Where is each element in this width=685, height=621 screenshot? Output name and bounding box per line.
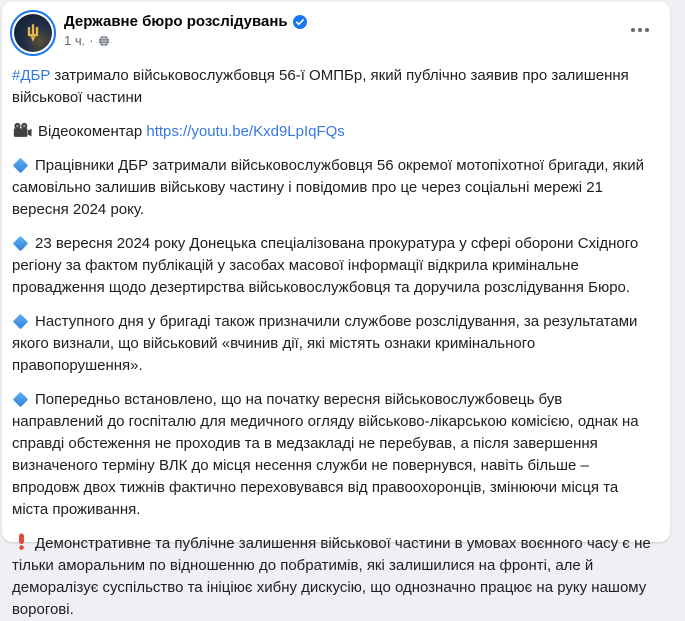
post-paragraph: [12, 311, 652, 377]
hashtag-link[interactable]: #ДБР: [12, 67, 51, 84]
blue-diamond-icon: [13, 314, 29, 330]
paragraph-text: Попередньо встановлено, що на початку вересня військовослужбовець був направлений до госпіталю для медичного огляду військово-лікарською комісією, однак на справді обстеження не проходив та в медзакладі не перебував, а після завершення визначеного терміну ВЛК до місця несення служби не повернувся, навіть більше – впродовж двох тижнів фактично переховувався від правоохоронців, змінюючи місця та міста проживання.: [12, 391, 639, 518]
red-exclamation-icon: [15, 533, 28, 550]
blue-diamond-icon: [13, 158, 29, 174]
page-name-link[interactable]: Державне бюро розслідувань: [64, 13, 288, 30]
ellipsis-icon: [631, 28, 649, 32]
post-paragraph: [12, 233, 652, 299]
post-timestamp[interactable]: 1 ч.: [64, 33, 86, 48]
post-card: [2, 2, 670, 618]
post-header: [2, 2, 670, 56]
warning-text: Демонстративне та публічне залишення військової частини в умовах воєнного часу є не тільки аморальним по відношенню до побратимів, які залишилися на фронті, але й деморалізує суспільство та ініціює хибну дискусію, що однозначно працює на руку нашому ворогові.: [12, 535, 651, 618]
blue-diamond-icon: [13, 236, 29, 252]
paragraph-text: Працівники ДБР затримали військовослужбовця 56 окремої мотопіхотної бригади, який самовільно залишив військову частину і повідомив про це через соціальні мережі 21 вересня 2024 року.: [12, 157, 644, 218]
paragraph-text: 23 вересня 2024 року Донецька спеціалізована прокуратура у сфері оборони Східного регіону за фактом публікацій у засобах масової інформації відкрила кримінальне провадження щодо дезертирства військовослужбовця та доручила розслідування Бюро.: [12, 235, 639, 296]
more-options-button[interactable]: [624, 16, 656, 44]
verified-badge-icon: [293, 15, 307, 29]
meta-separator: ·: [89, 33, 94, 48]
post-title: [12, 65, 652, 109]
header-text-block: [64, 10, 307, 48]
video-url-link[interactable]: https://youtu.be/Kxd9LpIqFQs: [146, 123, 345, 140]
post-paragraph: [12, 155, 652, 221]
movie-camera-icon: [12, 122, 32, 139]
post-warning-paragraph: [12, 533, 652, 621]
blue-diamond-icon: [13, 392, 29, 408]
post-title-text: затримало військовослужбовця 56-ї ОМПБр, який публічно заявив про залишення військової частини: [12, 67, 629, 106]
privacy-globe-icon: [98, 35, 110, 47]
paragraph-text: Наступного дня у бригаді також призначили службове розслідування, за результатами якого визнали, що військовий «вчинив дії, які містять ознаки кримінального правопорушення».: [12, 313, 638, 374]
post-paragraph: [12, 389, 652, 521]
video-comment-label: Відеокоментар: [38, 123, 143, 140]
video-comment-line: [12, 121, 652, 143]
trident-icon: [14, 14, 52, 52]
post-body: [2, 56, 670, 621]
page-avatar[interactable]: [10, 10, 56, 56]
